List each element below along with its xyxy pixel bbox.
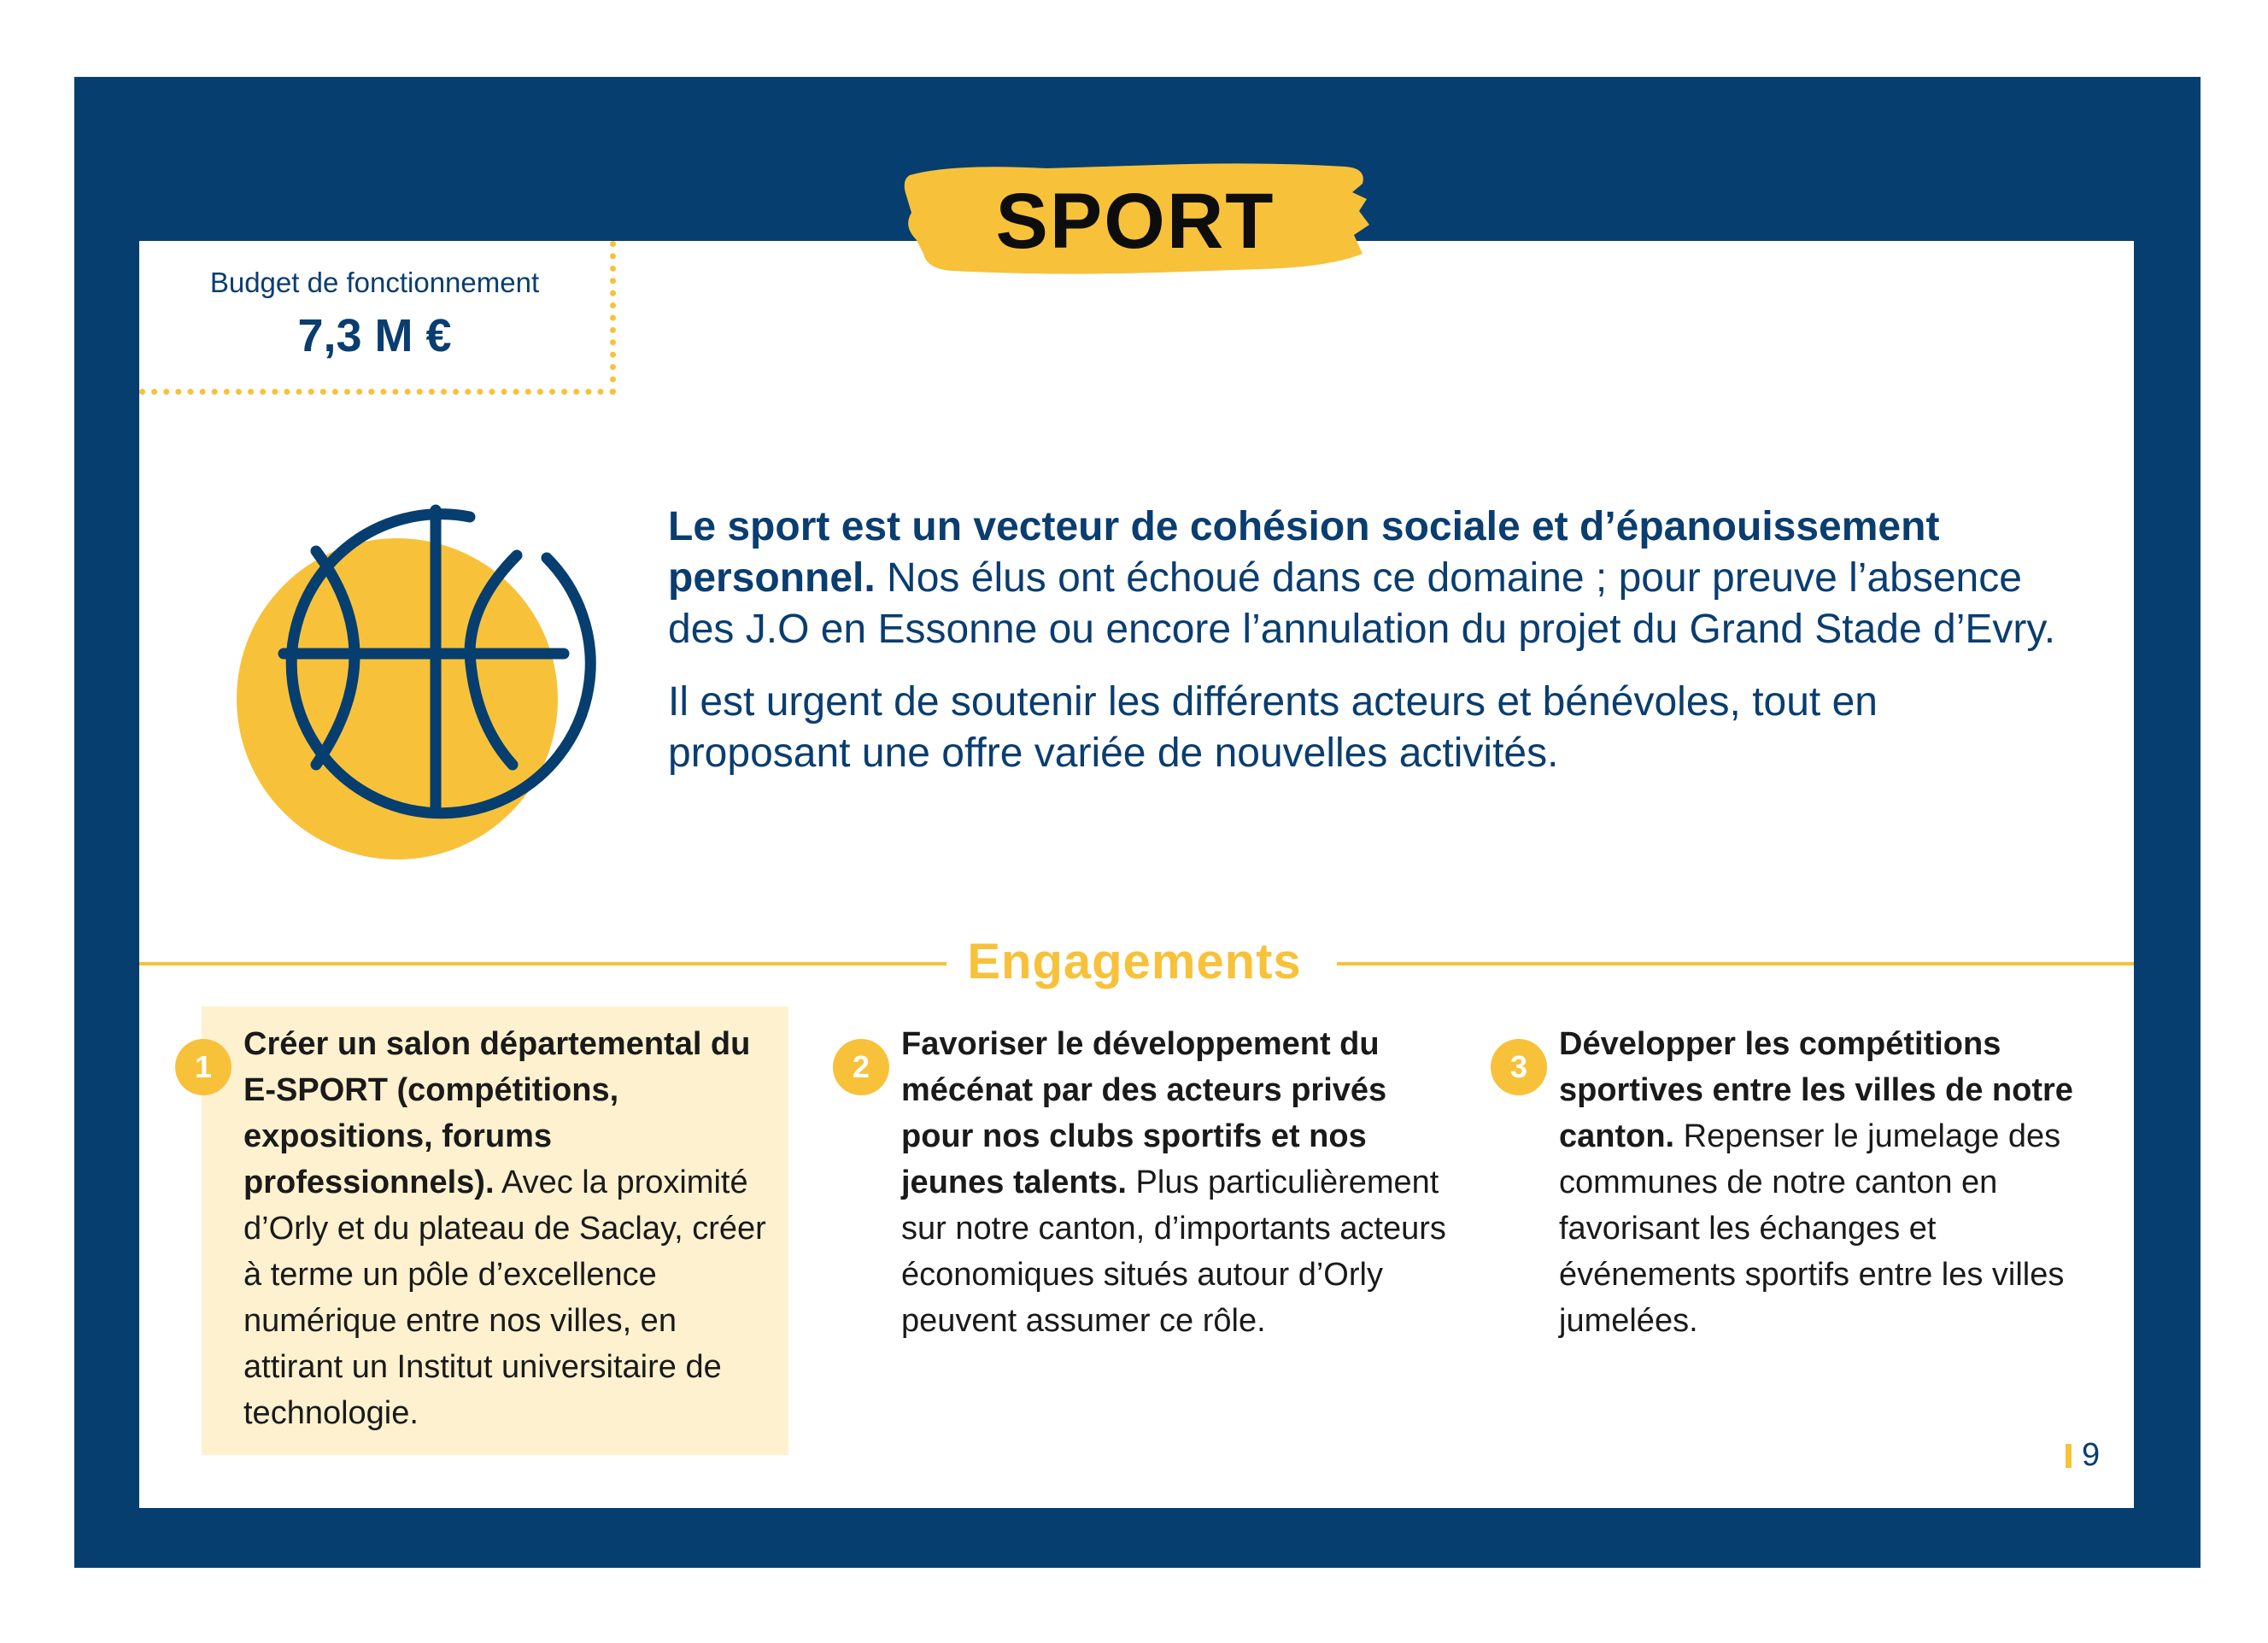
intro-text: [668, 502, 2069, 779]
title-banner: [901, 158, 1369, 279]
engagement-1-text: Avec la proximité d’Orly et du plateau de Saclay, créer à terme un pôle d’excellence numérique entre nos villes, en attirant un Institut universitaire de technologie.: [243, 1165, 766, 1431]
engagement-3-title: Développer les compétitions sportives entre les villes de notre canton.: [1559, 1026, 2073, 1154]
intro-paragraph-2: Il est urgent de soutenir les différents acteurs et bénévoles, tout en proposant une offre variée de nouvelles activités.: [668, 679, 1878, 776]
budget-amount: 7,3 M €: [297, 310, 452, 361]
page-number-marker: [2066, 1444, 2072, 1468]
budget-box: [139, 241, 616, 395]
engagement-3-number: 3: [1491, 1039, 1547, 1095]
intro-rest: Nos élus ont échoué dans ce domaine ; pour preuve l’absence des J.O en Essonne ou encore l’annulation du projet du Grand Stade d’Evry.: [668, 555, 2056, 652]
divider-left: [139, 962, 946, 965]
divider-right: [1337, 962, 2134, 965]
engagements-heading: Engagements: [967, 934, 1302, 989]
page-title: SPORT: [995, 177, 1275, 265]
engagement-2-text: Plus particulièrement sur notre canton, d’importants acteurs économiques situés autour d’Orly peuvent assumer ce rôle.: [901, 1165, 1446, 1339]
engagement-1: [243, 1021, 777, 1436]
engagement-3-text: Repenser le jumelage des communes de notre canton en favorisant les échanges et événements sportifs entre les villes jumelées.: [1559, 1118, 2065, 1339]
budget-label: Budget de fonctionnement: [209, 267, 540, 298]
engagement-1-title: Créer un salon départemental du E-SPORT (compétitions, expositions, forums professionnels).: [243, 1026, 751, 1200]
page-number-value: 9: [2082, 1437, 2101, 1473]
intro-paragraph-1: [668, 502, 2069, 655]
engagement-2-number: 2: [833, 1039, 889, 1095]
page-number: [2066, 1437, 2100, 1474]
basketball-icon: [231, 491, 607, 867]
engagement-2: [901, 1021, 1456, 1344]
engagement-3: [1559, 1021, 2106, 1344]
engagement-2-title: Favoriser le développement du mécénat par des acteurs privés pour nos clubs sportifs et nos jeunes talents.: [901, 1026, 1387, 1200]
intro-bold: Le sport est un vecteur de cohésion sociale et d’épanouissement personnel.: [668, 504, 1940, 601]
engagement-1-number: 1: [175, 1039, 231, 1095]
